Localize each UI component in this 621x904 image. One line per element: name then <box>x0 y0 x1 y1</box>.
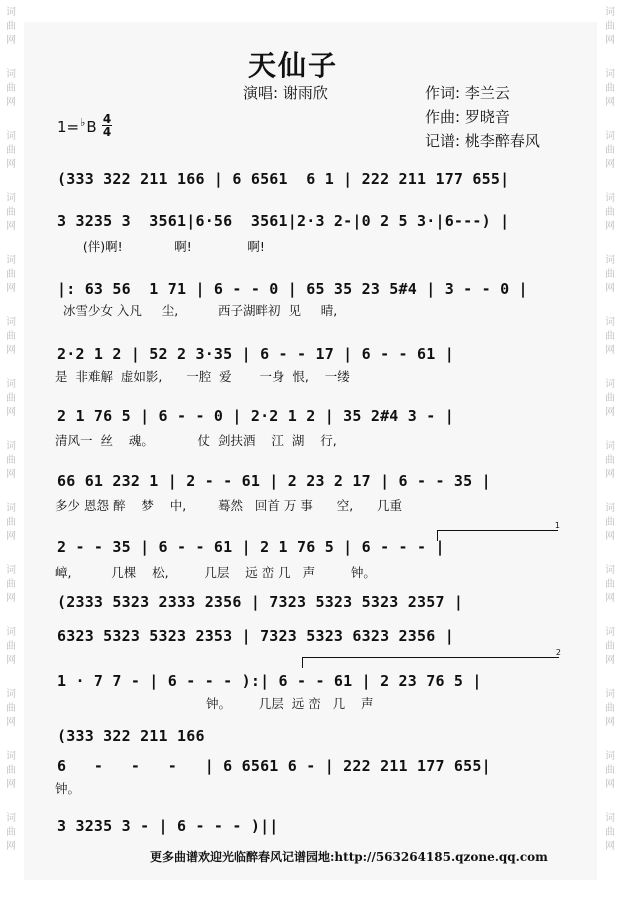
watermark-char: 词 <box>605 813 615 824</box>
watermark-char: 词 <box>605 565 615 576</box>
left-watermark-strip <box>0 0 22 904</box>
watermark-char: 曲 <box>6 641 16 652</box>
watermark-group <box>0 620 22 682</box>
watermark-char: 网 <box>605 593 615 604</box>
watermark-group <box>599 496 621 558</box>
watermark-char: 曲 <box>6 21 16 32</box>
watermark-group <box>599 248 621 310</box>
watermark-char: 词 <box>605 689 615 700</box>
watermark-char: 曲 <box>6 827 16 838</box>
watermark-char: 词 <box>6 565 16 576</box>
watermark-char: 曲 <box>605 703 615 714</box>
watermark-char: 词 <box>605 131 615 142</box>
watermark-char: 词 <box>6 255 16 266</box>
watermark-group <box>599 372 621 434</box>
lyric-line: 冰雪少女 入凡 尘, 西子湖畔初 见 晴, <box>55 303 338 318</box>
watermark-char: 词 <box>605 69 615 80</box>
watermark-char: 网 <box>6 717 16 728</box>
notation-line: (2333 5323 2333 2356 | 7323 5323 5323 2357 | <box>57 593 464 611</box>
watermark-char: 网 <box>605 531 615 542</box>
watermark-char: 网 <box>605 97 615 108</box>
watermark-group <box>0 682 22 744</box>
watermark-group <box>599 124 621 186</box>
watermark-char: 词 <box>605 317 615 328</box>
key-signature: 1=♭B <box>57 116 97 136</box>
watermark-group <box>0 124 22 186</box>
watermark-char: 网 <box>605 717 615 728</box>
watermark-char: 曲 <box>605 331 615 342</box>
watermark-group <box>0 310 22 372</box>
watermark-char: 网 <box>605 407 615 418</box>
watermark-group <box>599 434 621 496</box>
watermark-char: 网 <box>605 779 615 790</box>
watermark-group <box>599 558 621 620</box>
volta-bracket-2: 2 <box>302 657 559 668</box>
watermark-group <box>0 186 22 248</box>
watermark-char: 曲 <box>6 83 16 94</box>
notation-line: 3 3235 3 - | 6 - - - )|| <box>57 817 279 835</box>
notation-line: 3 3235 3 3561|6·56 3561|2·3 2-|0 2 5 3·|6---) | <box>57 212 510 230</box>
watermark-char: 曲 <box>6 455 16 466</box>
watermark-char: 曲 <box>605 21 615 32</box>
watermark-char: 词 <box>605 751 615 762</box>
lyric-line: 钟。 几层 远 峦 几 声 <box>55 696 374 711</box>
watermark-char: 网 <box>6 345 16 356</box>
watermark-char: 网 <box>6 779 16 790</box>
watermark-char: 词 <box>605 379 615 390</box>
lyric-line: 多少 恩怨 醉 梦 中, 蓦然 回首 万 事 空, 几重 <box>55 498 403 513</box>
watermark-char: 词 <box>605 7 615 18</box>
watermark-char: 网 <box>6 407 16 418</box>
watermark-char: 曲 <box>6 393 16 404</box>
watermark-char: 曲 <box>6 331 16 342</box>
watermark-char: 网 <box>605 221 615 232</box>
notation-line: |: 63 56 1 71 | 6 - - 0 | 65 35 23 5#4 | 3 - - 0 | <box>57 280 528 298</box>
watermark-char: 词 <box>6 441 16 452</box>
watermark-char: 词 <box>605 255 615 266</box>
lyric-line: 嶂, 几棵 松, 几层 远 峦 几 声 钟。 <box>55 565 376 580</box>
lyric-line: (伴)啊! 啊! 啊! <box>55 239 265 254</box>
watermark-char: 词 <box>6 379 16 390</box>
notation-line: 66 61 232 1 | 2 - - 61 | 2 23 2 17 | 6 - - 35 | <box>57 472 491 490</box>
watermark-char: 词 <box>6 689 16 700</box>
watermark-char: 网 <box>6 97 16 108</box>
watermark-char: 词 <box>6 317 16 328</box>
notation-line: (333 322 211 166 <box>57 727 205 745</box>
watermark-char: 词 <box>6 813 16 824</box>
notation-line: 6 - - - | 6 6561 6 - | 222 211 177 655| <box>57 757 491 775</box>
watermark-char: 曲 <box>605 145 615 156</box>
watermark-char: 曲 <box>605 765 615 776</box>
time-signature: 4 4 <box>102 112 112 139</box>
watermark-char: 网 <box>605 469 615 480</box>
transcriber-credit: 记谱: 桃李醉春风 <box>425 132 540 150</box>
watermark-char: 网 <box>6 221 16 232</box>
lyric-line: 是 非难解 虚如影, 一腔 爱 一身 恨, 一缕 <box>55 369 350 384</box>
watermark-char: 曲 <box>605 579 615 590</box>
watermark-char: 词 <box>6 751 16 762</box>
watermark-char: 词 <box>6 193 16 204</box>
watermark-group <box>599 310 621 372</box>
song-title: 天仙子 <box>248 49 339 82</box>
watermark-char: 曲 <box>6 579 16 590</box>
singer-credit: 演唱: 谢雨欣 <box>243 84 328 102</box>
right-watermark-strip <box>599 0 621 904</box>
watermark-group <box>599 620 621 682</box>
watermark-char: 曲 <box>6 207 16 218</box>
volta-bracket-1: 1 <box>437 530 558 541</box>
watermark-group <box>599 682 621 744</box>
watermark-char: 曲 <box>605 269 615 280</box>
watermark-char: 曲 <box>605 517 615 528</box>
watermark-char: 网 <box>6 35 16 46</box>
watermark-group <box>599 806 621 868</box>
watermark-char: 词 <box>605 503 615 514</box>
watermark-char: 网 <box>6 841 16 852</box>
watermark-char: 曲 <box>605 827 615 838</box>
watermark-char: 网 <box>605 35 615 46</box>
watermark-char: 网 <box>6 531 16 542</box>
footer-note: 更多曲谱欢迎光临醉春风记谱园地:http://563264185.qzone.qq.com <box>150 850 548 864</box>
watermark-char: 曲 <box>6 145 16 156</box>
watermark-group <box>0 558 22 620</box>
watermark-char: 网 <box>605 841 615 852</box>
watermark-char: 词 <box>6 503 16 514</box>
lyric-line: 清风一 丝 魂。 仗 剑扶酒 江 湖 行, <box>55 433 337 448</box>
watermark-group <box>0 744 22 806</box>
watermark-char: 曲 <box>6 703 16 714</box>
flat-symbol: ♭ <box>80 116 86 129</box>
watermark-char: 词 <box>6 131 16 142</box>
watermark-char: 词 <box>605 627 615 638</box>
watermark-char: 词 <box>6 69 16 80</box>
watermark-group <box>0 62 22 124</box>
notation-line: 1 · 7 7 - | 6 - - - ):| 6 - - 61 | 2 23 76 5 | <box>57 672 482 690</box>
lyricist-credit: 作词: 李兰云 <box>425 84 510 102</box>
watermark-group <box>0 434 22 496</box>
watermark-group <box>599 0 621 62</box>
watermark-char: 网 <box>6 469 16 480</box>
watermark-char: 曲 <box>6 269 16 280</box>
watermark-group <box>599 186 621 248</box>
watermark-char: 网 <box>605 283 615 294</box>
watermark-char: 网 <box>6 283 16 294</box>
watermark-char: 曲 <box>605 207 615 218</box>
watermark-group <box>0 496 22 558</box>
watermark-char: 词 <box>605 193 615 204</box>
notation-line: 6323 5323 5323 2353 | 7323 5323 6323 2356 | <box>57 627 454 645</box>
watermark-char: 网 <box>6 159 16 170</box>
watermark-group <box>599 744 621 806</box>
watermark-char: 词 <box>6 7 16 18</box>
watermark-char: 网 <box>605 655 615 666</box>
watermark-char: 曲 <box>605 393 615 404</box>
notation-line: 2 1 76 5 | 6 - - 0 | 2·2 1 2 | 35 2#4 3 - | <box>57 407 454 425</box>
watermark-char: 网 <box>605 345 615 356</box>
watermark-char: 曲 <box>6 517 16 528</box>
watermark-group <box>0 248 22 310</box>
watermark-char: 网 <box>605 159 615 170</box>
notation-line: 2 - - 35 | 6 - - 61 | 2 1 76 5 | 6 - - - | <box>57 538 445 556</box>
watermark-char: 词 <box>605 441 615 452</box>
watermark-group <box>0 806 22 868</box>
watermark-group <box>0 372 22 434</box>
watermark-char: 词 <box>6 627 16 638</box>
watermark-char: 曲 <box>605 641 615 652</box>
watermark-group <box>0 0 22 62</box>
lyric-line: 钟。 <box>55 781 81 796</box>
composer-credit: 作曲: 罗晓音 <box>425 108 510 126</box>
watermark-char: 曲 <box>605 83 615 94</box>
watermark-char: 网 <box>6 655 16 666</box>
watermark-char: 网 <box>6 593 16 604</box>
watermark-char: 曲 <box>605 455 615 466</box>
notation-line: (333 322 211 166 | 6 6561 6 1 | 222 211 177 655| <box>57 170 510 188</box>
watermark-char: 曲 <box>6 765 16 776</box>
notation-line: 2·2 1 2 | 52 2 3·35 | 6 - - 17 | 6 - - 61 | <box>57 345 454 363</box>
watermark-group <box>599 62 621 124</box>
